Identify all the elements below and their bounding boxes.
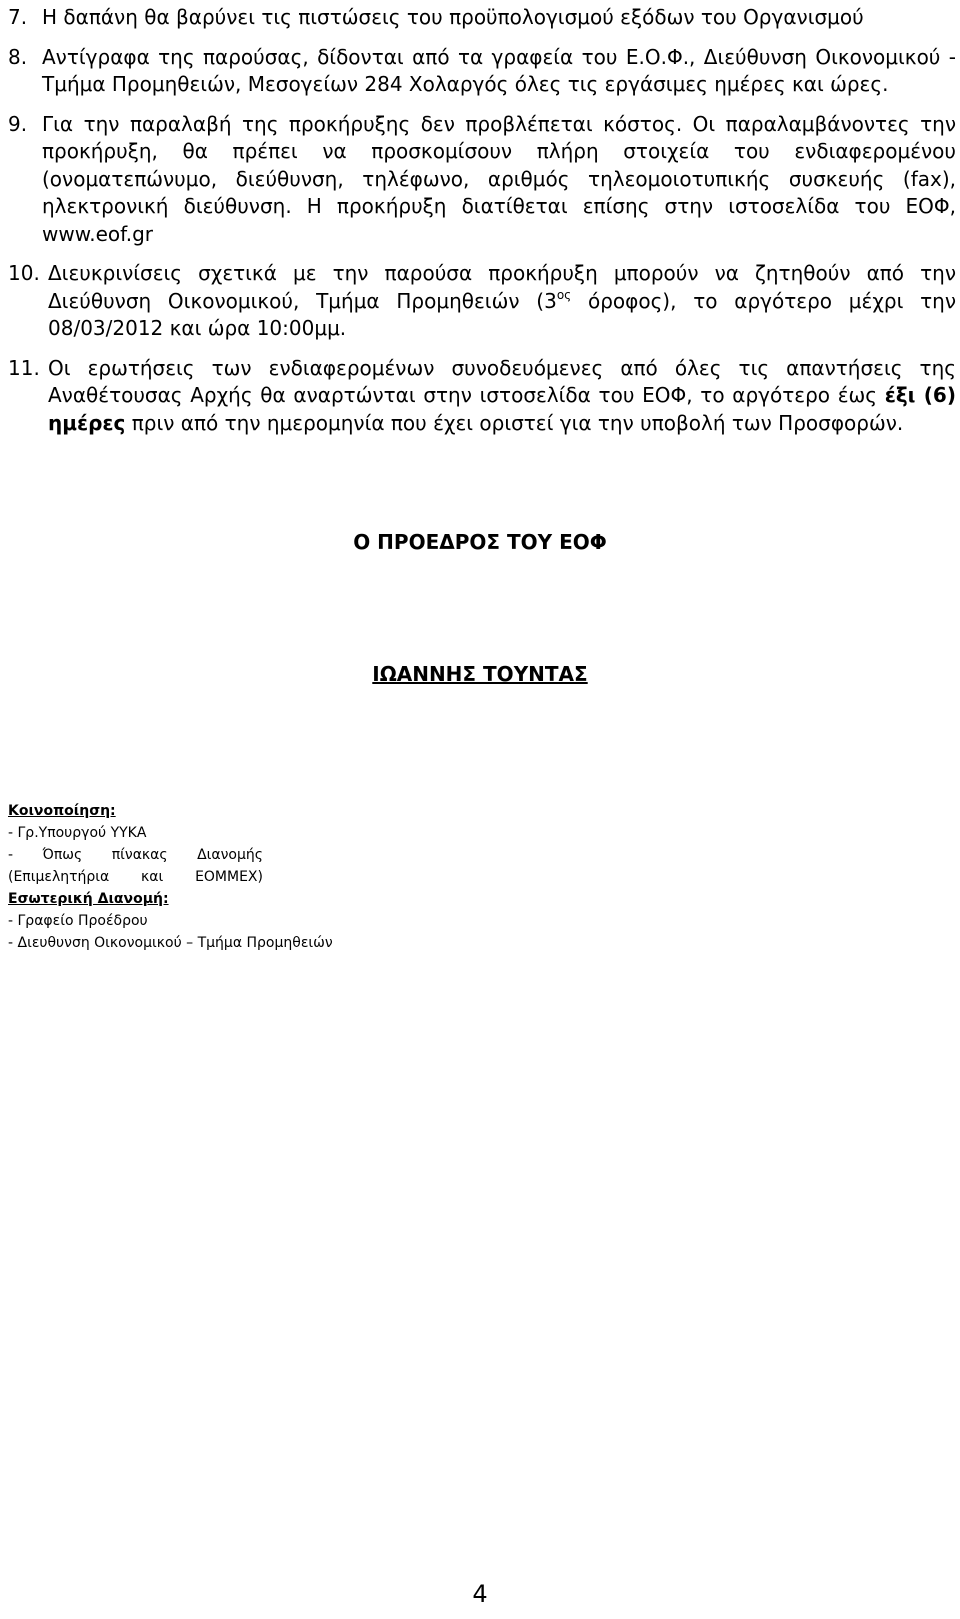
item-text: Οι ερωτήσεις των ενδιαφερομένων συνοδευόμενες από όλες τις απαντήσεις της Αναθέτουσας Αρχής θα αναρτώνται στην ιστοσελίδα του ΕΟΦ, το αργότερο έως xyxy=(48,355,956,407)
notify-header: Κοινοποίηση: xyxy=(8,803,116,819)
item-number: 8. xyxy=(8,44,28,69)
ordinal-superscript: ος xyxy=(556,287,572,302)
list-item-7 xyxy=(8,4,956,32)
list-item-8 xyxy=(8,44,956,99)
item-bold-text: έξι (6) ημέρες xyxy=(48,383,956,435)
list-item-9 xyxy=(8,111,956,249)
item-text: Η δαπάνη θα βαρύνει τις πιστώσεις του προϋπολογισμού εξόδων του Οργανισμού xyxy=(42,5,864,29)
numbered-list xyxy=(8,4,956,449)
item-text-continued: όροφος), το αργότερο μέχρι την 08/03/2012 και ώρα 10:00μμ. xyxy=(48,288,957,340)
internal-distribution-header: Εσωτερική Διανομή: xyxy=(8,891,169,907)
list-item-11 xyxy=(8,355,956,438)
distribution-block xyxy=(8,800,333,954)
internal-entry: - Διευθυνση Οικονομικού – Τμήμα Προμηθειών xyxy=(8,935,333,951)
notify-entry: - Γρ.Υπουργού ΥΥΚΑ xyxy=(8,825,147,841)
item-number: 9. xyxy=(8,111,28,136)
item-text: Για την παραλαβή της προκήρυξης δεν προβλέπεται κόστος. Οι παραλαμβάνοντες την προκήρυξη, θα πρέπει να προσκομίσουν πλήρη στοιχεία του ενδιαφερομένου (ονοματεπώνυμο, διεύθυνση, τηλέφωνο, αριθμός τηλεομοιοτυπικής συσκευής (fax), ηλεκτρονική διεύθυνση. Η προκήρυξη διατίθεται επίσης στην ιστοσελίδα του ΕΟΦ, www.eof.gr xyxy=(42,111,956,246)
item-text: Αντίγραφα της παρούσας, δίδονται από τα γραφεία του Ε.Ο.Φ., Διεύθυνση Οικονομικού - Τμήμα Προμηθειών, Μεσογείων 284 Χολαργός όλες τις εργάσιμες ημέρες και ώρες. xyxy=(42,44,956,96)
internal-entry: - Γραφείο Προέδρου xyxy=(8,913,148,929)
signatory-title: Ο ΠΡΟΕΔΡΟΣ ΤΟΥ ΕΟΦ xyxy=(353,530,607,554)
notify-entry: - Όπως πίνακας Διανομής (Επιμελητήρια και ΕΟΜΜΕΧ) xyxy=(8,847,263,885)
item-number: 7. xyxy=(8,5,28,29)
signatory-name: ΙΩΑΝΝΗΣ ΤΟΥΝΤΑΣ xyxy=(372,662,588,686)
item-number: 10. xyxy=(8,261,40,285)
list-item-10 xyxy=(8,260,956,343)
item-number: 11. xyxy=(8,355,40,380)
page-number: 4 xyxy=(472,1580,488,1608)
item-text-continued: πριν από την ημερομηνία που έχει οριστεί για την υποβολή των Προσφορών. xyxy=(125,410,904,435)
item-text: Διευκρινίσεις σχετικά με την παρούσα προκήρυξη μπορούν να ζητηθούν από την Διεύθυνση Οικονομικού, Τμήμα Προμηθειών (3 xyxy=(48,261,956,313)
